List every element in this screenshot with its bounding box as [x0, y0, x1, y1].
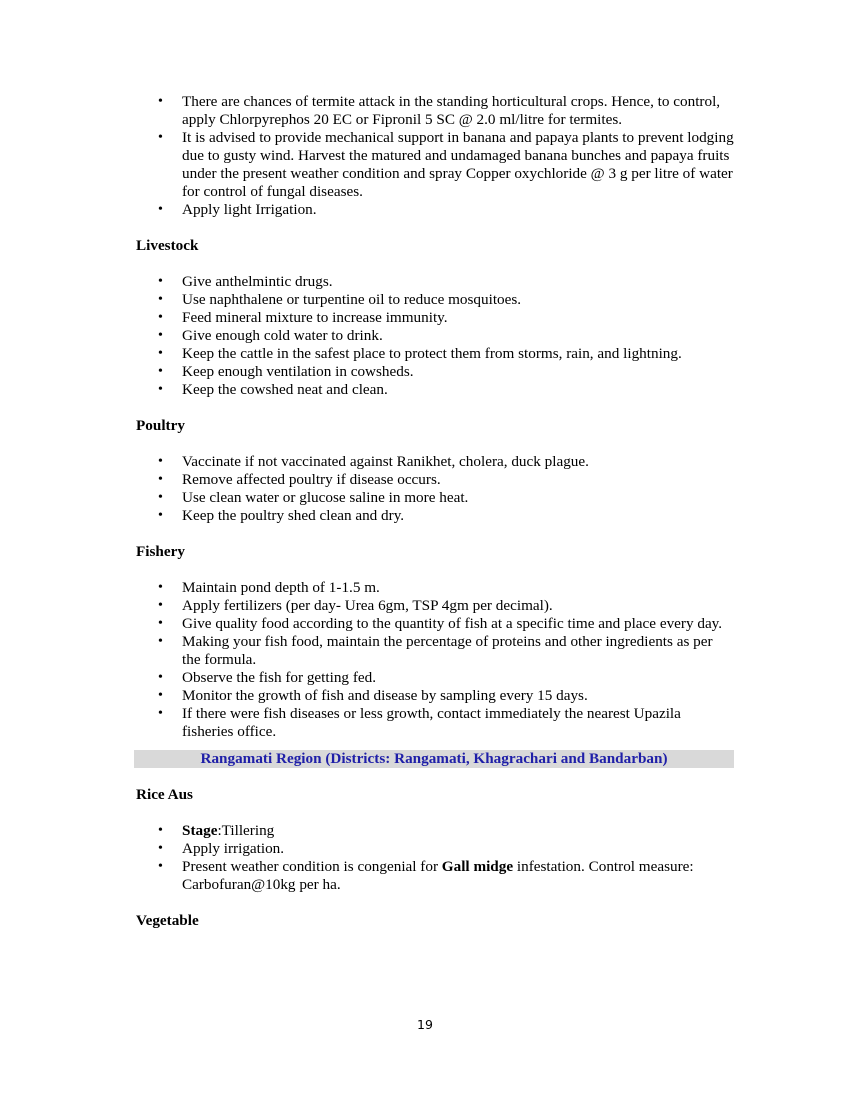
list-item: • Use naphthalene or turpentine oil to reduce mosquitoes.	[136, 291, 734, 309]
poultry-list	[136, 453, 734, 525]
list-item: • Give enough cold water to drink.	[136, 327, 734, 345]
livestock-heading: Livestock	[136, 237, 199, 254]
gall-midge-bold: Gall midge	[441, 858, 514, 875]
list-item: • Keep the cowshed neat and clean.	[136, 381, 734, 399]
list-item: • Remove affected poultry if disease occurs.	[136, 471, 734, 489]
list-item: • Give anthelmintic drugs.	[136, 273, 734, 291]
livestock-list	[136, 273, 734, 399]
list-item: • Keep the poultry shed clean and dry.	[136, 507, 734, 525]
list-item: • Making your fish food, maintain the percentage of proteins and other ingredients as per the formula.	[136, 633, 734, 669]
document-body	[136, 93, 734, 948]
list-item: • Give quality food according to the quantity of fish at a specific time and place every day.	[136, 615, 734, 633]
list-item: • Observe the fish for getting fed.	[136, 669, 734, 687]
list-item: • There are chances of termite attack in the standing horticultural crops. Hence, to control, apply Chlorpyrephos 20 EC or Fipronil 5 SC @ 2.0 ml/litre for termites.	[136, 93, 734, 129]
gall-text-before: Present weather condition is congenial for	[182, 858, 442, 875]
rice-aus-list	[136, 822, 734, 894]
list-item: • Keep enough ventilation in cowsheds.	[136, 363, 734, 381]
fishery-heading: Fishery	[136, 543, 185, 560]
list-item: • Feed mineral mixture to increase immunity.	[136, 309, 734, 327]
list-item	[136, 858, 734, 894]
list-item: • Apply irrigation.	[136, 840, 734, 858]
list-item	[136, 822, 734, 840]
list-item: • Apply fertilizers (per day- Urea 6gm, TSP 4gm per decimal).	[136, 597, 734, 615]
gall-text-after: infestation. Control measure: Carbofuran@10kg per ha.	[182, 858, 694, 893]
page-number: 19	[417, 1017, 433, 1032]
fishery-list	[136, 579, 734, 741]
vegetable-heading: Vegetable	[136, 912, 199, 929]
list-item: • Vaccinate if not vaccinated against Ranikhet, cholera, duck plague.	[136, 453, 734, 471]
poultry-heading: Poultry	[136, 417, 185, 434]
stage-value: :Tillering	[217, 822, 275, 839]
list-item: • Monitor the growth of fish and disease by sampling every 15 days.	[136, 687, 734, 705]
list-item: • Maintain pond depth of 1-1.5 m.	[136, 579, 734, 597]
rice-aus-heading: Rice Aus	[136, 786, 193, 803]
horticulture-list	[136, 93, 734, 219]
list-item: • It is advised to provide mechanical support in banana and papaya plants to prevent lodging due to gusty wind. Harvest the matured and undamaged banana bunches and papaya fruits under the present weather condition and spray Copper oxychloride @ 3 g per litre of water for control of fungal diseases.	[136, 129, 734, 201]
list-item: • Keep the cattle in the safest place to protect them from storms, rain, and lightning.	[136, 345, 734, 363]
list-item: • Use clean water or glucose saline in more heat.	[136, 489, 734, 507]
stage-label: Stage	[182, 822, 218, 839]
region-banner: Rangamati Region (Districts: Rangamati, Khagrachari and Bandarban)	[134, 750, 734, 768]
list-item: • If there were fish diseases or less growth, contact immediately the nearest Upazila fisheries office.	[136, 705, 734, 741]
list-item: • Apply light Irrigation.	[136, 201, 734, 219]
